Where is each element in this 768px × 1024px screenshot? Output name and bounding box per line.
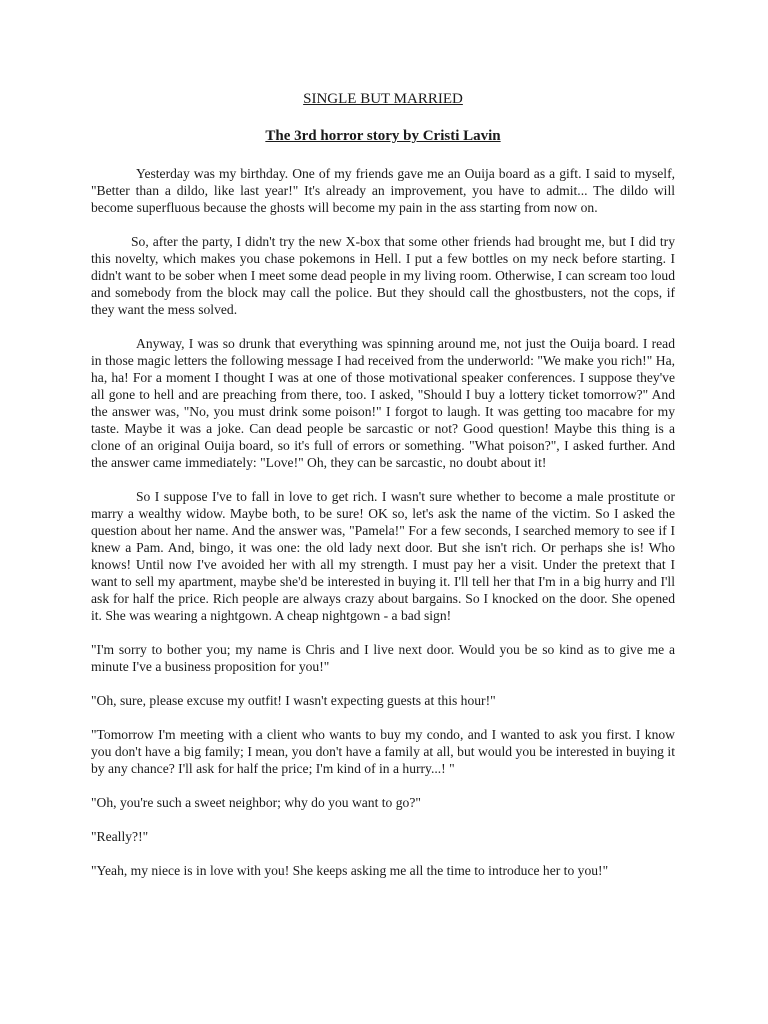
dialogue-line: "Oh, sure, please excuse my outfit! I wasn't expecting guests at this hour!" <box>91 693 496 708</box>
dialogue-line: "Tomorrow I'm meeting with a client who wants to buy my condo, and I wanted to ask you first. I know you don't have a big family; I mean, you don't have a family at all, but would you be interested in buying it by any chance? I'll ask for half the price; I'm kind of in a hurry...! " <box>91 727 675 776</box>
dialogue-line: "Really?!" <box>91 829 149 844</box>
story-body <box>91 165 675 879</box>
dialogue-line: "Oh, you're such a sweet neighbor; why do you want to go?" <box>91 795 421 810</box>
dialogue-line: "Yeah, my niece is in love with you! She keeps asking me all the time to introduce her to you!" <box>91 863 609 878</box>
dialogue-line: "I'm sorry to bother you; my name is Chris and I live next door. Would you be so kind as to give me a minute I've a business proposition for you!" <box>91 642 675 674</box>
document-subtitle: The 3rd horror story by Cristi Lavin <box>265 128 501 144</box>
document-title: SINGLE BUT MARRIED <box>303 91 463 107</box>
paragraph: So, after the party, I didn't try the new X-box that some other friends had brought me, but I did try this novelty, which makes you chase pokemons in Hell. I put a few bottles on my neck before starting. I didn't want to be sober when I meet some dead people in my living room. Otherwise, I can scream too loud and somebody from the block may call the police. But they should call the ghostbusters, not the cops, if they want the mess solved. <box>91 234 675 317</box>
paragraph: So I suppose I've to fall in love to get rich. I wasn't sure whether to become a male prostitute or marry a wealthy widow. Maybe both, to be sure! OK so, let's ask the name of the victim. So I asked the question about her name. And the answer was, "Pamela!" For a few seconds, I searched memory to see if I knew a Pam. And, bingo, it was one: the old lady next door. But she isn't rich. Or perhaps she is! Who knows! Until now I've avoided her with all my strength. I must pay her a visit. Under the pretext that I want to sell my apartment, maybe she'd be interested in buying it. I'll tell her that I'm in a big hurry and I'll ask for half the price. Rich people are always crazy about bargains. So I knocked on the door. She opened it. She was wearing a nightgown. A cheap nightgown - a bad sign! <box>91 489 675 623</box>
paragraph: Yesterday was my birthday. One of my friends gave me an Ouija board as a gift. I said to myself, "Better than a dildo, like last year!" It's already an improvement, you have to admit... The dildo will become superfluous because the ghosts will become my pain in the ass starting from now on. <box>91 166 675 215</box>
paragraph: Anyway, I was so drunk that everything was spinning around me, not just the Ouija board. I read in those magic letters the following message I had received from the underworld: "We make you rich!" Ha, ha, ha! For a moment I thought I was at one of those motivational speaker conferences. I suppose they've all gone to hell and are preaching from there, too. I asked, "Should I buy a lottery ticket tomorrow?" And the answer was, "No, you must drink some poison!" I forgot to laugh. It was getting too macabre for my taste. Maybe it was a joke. Can dead people be sarcastic or not? Good question! Maybe this thing is a clone of an original Ouija board, so it's full of errors or something. "What poison?", I asked further. And the answer came immediately: "Love!" Oh, they can be sarcastic, no doubt about it! <box>91 336 675 470</box>
document-page <box>91 84 675 896</box>
